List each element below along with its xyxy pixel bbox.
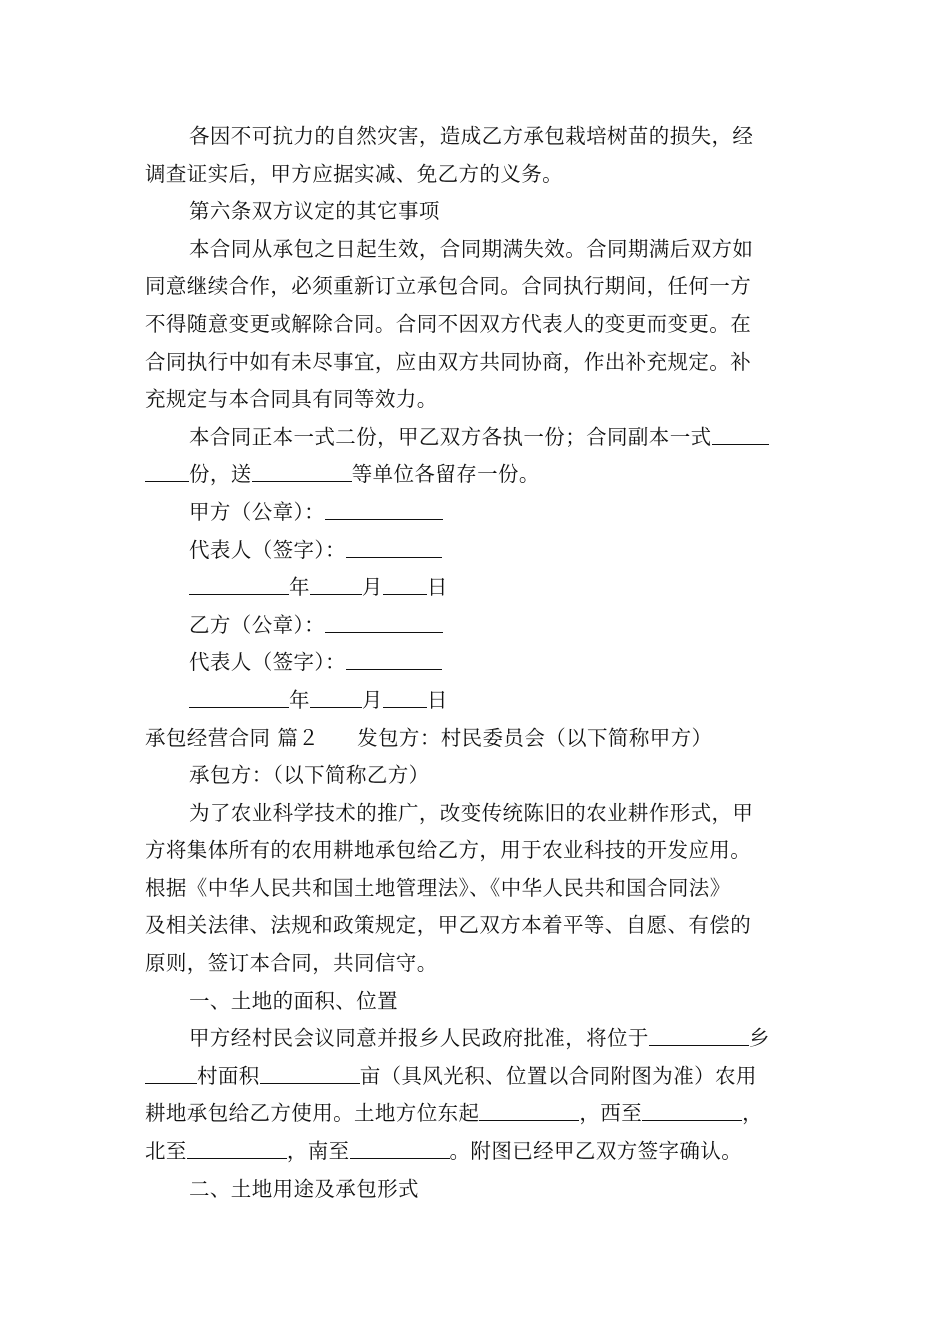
contract2-issuer: 发包方：村民委员会（以下简称甲方）	[357, 725, 713, 750]
rep-a-line	[145, 532, 810, 570]
year-blank[interactable]	[189, 685, 289, 708]
blank-copies-count[interactable]	[712, 422, 769, 445]
paragraph-effect	[145, 231, 810, 269]
paragraph-effect-line5: 充规定与本合同具有同等效力。	[145, 387, 438, 412]
paragraph-effect-line4: 合同执行中如有未尽事宜，应由双方共同协商，作出补充规定。补	[145, 349, 752, 374]
party-b-label: 乙方（公章）：	[189, 612, 326, 637]
contract2-intro-line1: 为了农业科学技术的推广，改变传统陈旧的农业耕作形式，甲	[189, 800, 754, 825]
year-label: 年	[289, 687, 310, 712]
date-b-line	[145, 682, 810, 720]
text-line: ，	[742, 1101, 764, 1126]
text-line: 等单位各留存一份。	[351, 462, 540, 487]
section-2-heading: 二、土地用途及承包形式	[189, 1176, 419, 1201]
contract2-intro-line5: 原则，签订本合同，共同信守。	[145, 951, 438, 976]
year-blank[interactable]	[189, 572, 289, 595]
township-blank[interactable]	[649, 1023, 749, 1046]
section-1-line1	[145, 1020, 810, 1058]
month-label: 月	[361, 687, 383, 712]
year-label: 年	[289, 575, 310, 600]
text-line: 耕地承包给乙方使用。土地方位东起	[145, 1101, 480, 1126]
west-boundary-blank[interactable]	[642, 1098, 742, 1121]
text-line: 各因不可抗力的自然灾害，造成乙方承包栽培树苗的损失，经	[189, 124, 754, 148]
party-a-label: 甲方（公章）：	[189, 499, 326, 524]
party-b-seal-line	[145, 607, 810, 645]
paragraph-force-majeure	[145, 118, 810, 156]
text-line: ，南至	[286, 1139, 350, 1164]
text-line: ，西至	[579, 1101, 643, 1126]
paragraph-copies	[145, 419, 810, 457]
blank-copies-count-cont[interactable]	[145, 459, 189, 482]
month-label: 月	[361, 575, 383, 600]
text-line: 甲方经村民会议同意并报乡人民政府批准，将位于	[189, 1026, 649, 1051]
text-line: 北至	[145, 1139, 187, 1164]
day-blank[interactable]	[383, 572, 427, 595]
text-line: 本合同正本一式二份，甲乙双方各执一份；合同副本一式	[189, 424, 712, 449]
contract2-intro-line3: 根据《中华人民共和国土地管理法》、《中华人民共和国合同法》	[145, 875, 731, 900]
east-boundary-blank[interactable]	[479, 1098, 579, 1121]
day-label: 日	[426, 687, 448, 712]
contract2-intro-line4: 及相关法律、法规和政策规定，甲乙双方本着平等、自愿、有偿的	[145, 913, 752, 938]
text-line: 亩（具风光积、位置以合同附图为准）农用	[359, 1063, 757, 1088]
party-b-seal-blank[interactable]	[325, 610, 443, 633]
text-line: 调查证实后，甲方应据实减、免乙方的义务。	[145, 161, 563, 186]
section-1-line3	[145, 1095, 810, 1133]
north-boundary-blank[interactable]	[187, 1136, 287, 1159]
paragraph-copies-line2	[145, 456, 810, 494]
section-1-line2	[145, 1058, 810, 1096]
south-boundary-blank[interactable]	[350, 1136, 450, 1159]
text-line: 本合同从承包之日起生效，合同期满失效。合同期满后双方如	[189, 236, 754, 261]
blank-recipient-units[interactable]	[252, 459, 352, 482]
text-line: 村面积	[197, 1063, 260, 1088]
section-1-heading: 一、土地的面积、位置	[189, 988, 398, 1013]
text-line: 份，送	[189, 462, 252, 487]
text-line: 。附图已经甲乙双方签字确认。	[449, 1139, 743, 1164]
village-blank[interactable]	[145, 1061, 197, 1084]
section-1-line4	[145, 1133, 810, 1171]
area-blank[interactable]	[260, 1061, 360, 1084]
month-blank[interactable]	[310, 572, 362, 595]
month-blank[interactable]	[310, 685, 362, 708]
rep-b-label: 代表人（签字）：	[189, 650, 346, 675]
day-blank[interactable]	[383, 685, 427, 708]
party-a-seal-line	[145, 494, 810, 532]
rep-a-label: 代表人（签字）：	[189, 537, 346, 562]
paragraph-effect-line2: 同意继续合作，必须重新订立承包合同。合同执行期间，任何一方	[145, 274, 752, 299]
rep-b-line	[145, 644, 810, 682]
rep-a-signature-blank[interactable]	[346, 535, 442, 558]
contract2-heading-line	[145, 720, 810, 758]
paragraph-effect-line3: 不得随意变更或解除合同。合同不因双方代表人的变更而变更。在	[145, 311, 752, 336]
date-a-line	[145, 569, 810, 607]
contract2-heading: 承包经营合同 篇２	[145, 725, 320, 750]
article-6-heading: 第六条双方议定的其它事项	[189, 199, 440, 224]
contract2-intro-line2: 方将集体所有的农用耕地承包给乙方，用于农业科技的开发应用。	[145, 838, 752, 863]
contract2-contractor: 承包方：（以下简称乙方）	[189, 763, 430, 788]
rep-b-signature-blank[interactable]	[346, 647, 442, 670]
paragraph-force-majeure-cont	[145, 156, 810, 194]
day-label: 日	[426, 575, 448, 600]
party-a-seal-blank[interactable]	[325, 497, 443, 520]
document-page	[145, 118, 810, 1208]
text-line: 乡	[748, 1026, 770, 1051]
